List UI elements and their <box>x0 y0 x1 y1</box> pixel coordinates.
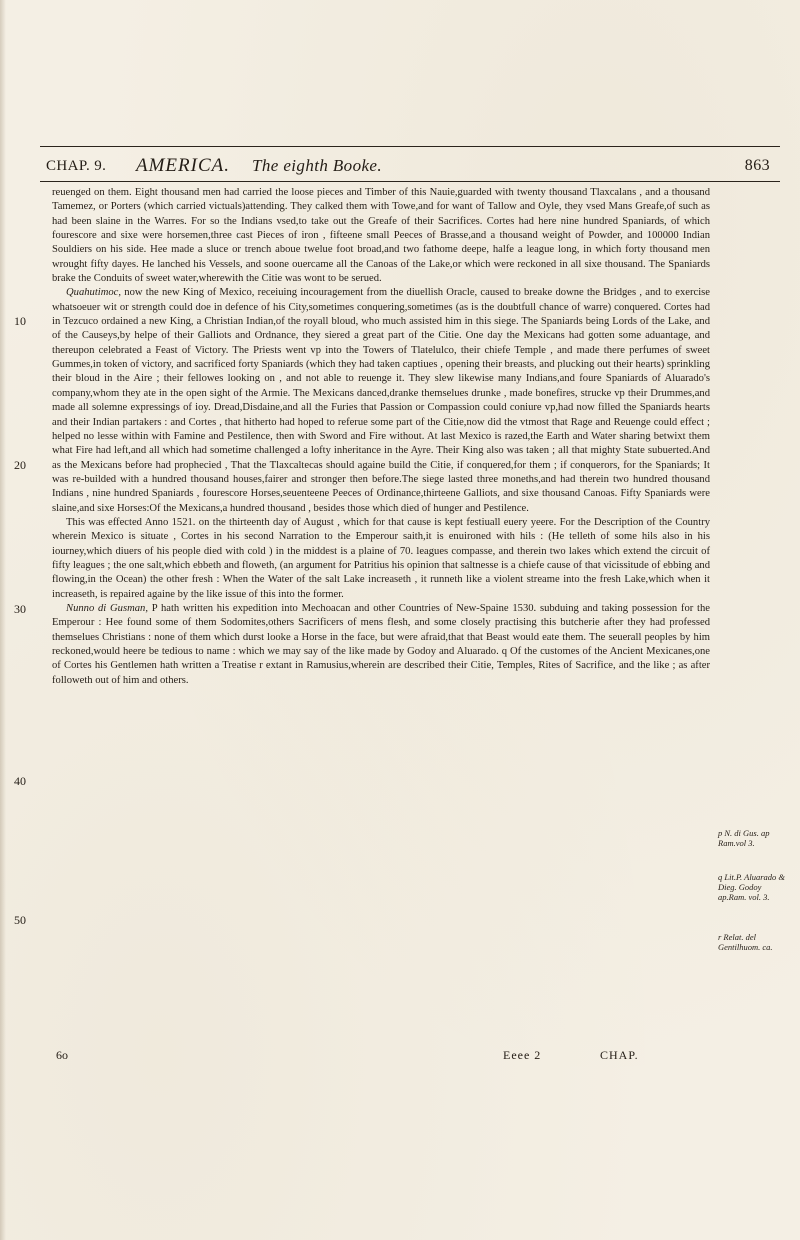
paragraph-2 <box>52 286 710 516</box>
paragraph-4 <box>52 602 710 688</box>
margin-note-p: p N. di Gus. ap Ram.vol 3. <box>718 828 770 848</box>
paragraph-3-text: This was effected Anno 1521. on the thirteenth day of August , which for that cause is kept festiuall euery yeere. For the Description of the Country wherein Mexico is situate , Cortes in his second Narration to the Emperour saith,it is enuironed with hils : (He telleth of some hils also in his iourney,which diuers of his people died with cold ) in the middest is a plaine of 70. leagues compasse, and therein two lakes which extend the circuit of fifty leagues ; the one salt,which ebbeth and floweth, (an argument for Patritius his opinion that saltnesse is a chiefe cause of that vicissitude of ebbing and flowing,in the Ocean) the other fresh : When the Water of the salt Lake increaseth , it runneth like a violent streame into the fresh Lake,which when it increaseth, is repaired againe by the like issue of this into the former. <box>52 516 710 600</box>
margin-note-r: r Relat. del Gentilhuom. ca. <box>718 932 773 952</box>
paragraph-3 <box>52 516 710 602</box>
book-label: The eighth Booke. <box>252 156 383 175</box>
signature-mark: Eeee 2 <box>503 1048 542 1062</box>
header-top-rule <box>40 146 780 147</box>
header-bottom-rule <box>40 181 780 182</box>
page-footer <box>40 1048 780 1068</box>
catchword: CHAP. <box>600 1048 639 1062</box>
line-number: 20 <box>14 458 26 472</box>
line-number: 10 <box>14 314 26 328</box>
line-number: 30 <box>14 602 26 616</box>
paragraph-4-lead: Nunno di Gusman, <box>66 602 148 614</box>
running-title: AMERICA. <box>136 155 231 176</box>
paragraph-4-text: P hath written his expedition into Mechoacan and other Countries of New-Spaine 1530. subduing and taking possession for the Emperour : Hee found some of them Sodomites,others Sacrificers of mens flesh, and some closely practising this butcherie after they had professed themselues Christians : none of them which durst looke a Horse in the face, but were afraid,that that Beast would eate them. The seuerall peoples by him reckoned,would heere be tedious to name : which we may say of the like made by Godoy and Aluarado. q Of the customes of the Ancient Mexicanes,one of Cortes his Gentlemen hath written a Treatise r extant in Ramusius,wherein are described their Citie, Temples, Rites of Sacrifice, and the like ; as after followeth out of him and others. <box>52 602 710 686</box>
footer-line-number: 6o <box>56 1048 68 1062</box>
paragraph-2-lead: Quahutimoc, <box>66 287 122 299</box>
paragraph-2-text: now the new King of Mexico, receiuing incouragement from the diuellish Oracle, caused to breake downe the Bridges , and to exercise whatsoeuer wit or strength could doe in defence of his City,sometimes conquering,sometimes (as is the doubtfull chance of warre) conquered. Cortes had in Tezcuco ordained a new King, a Christian Indian,of the royall bloud, who much assisted him in this siege. The Spaniards being Lords of the Lake, and of the Causeys,by helpe of their Galliots and Ordnance, they siered a great part of the Citie. One day the Mexicans had gotten some aduantage, and thereupon celebrated a Feast of Victory. The Priests went vp into the Towers of Tlatelulco, their chiefe Temple , and made there perfumes of sweet Gummes,in token of victory, and sacrificed forty Spaniards (which they had taken captiues , opening their breasts, and plucking out their hearts) sprinkling their bloud in the Aire ; their fellowes looking on , and not able to reuenge it. They slew likewise many Indians,and foure Spaniards of Aluarado's company,whom they ate in the open sight of the Armie. The Mexicans danced,dranke themselues drunke , made bonefires, strucke vp their Drummes,and made all solemne expressings of ioy. Dread,Disdaine,and all the Furies that Passion or Compassion could coniure vp,had now filled the Spaniards hearts and their Indian partakers : and Cortes , that hitherto had hoped to referue some part of the Citie,now did the vtmost that Rage and Reuenge could effect ; helped no lesse within with Famine and Pestilence, then with Sword and Fire without. At last Mexico is razed,the Earth and Water sharing betwixt them what Fire had left,and all which had sometime challenged a lofty inheritance in the Ayre. Their King also was taken ; all that mighty State subuerted.And as the Mexicans before had prophecied , That the Tlaxcaltecas should againe build the Citie, if conquered,for them ; if conquerors, for the Spaniards; It was re-builded with a hundred thousand houses,fairer and stronger then before.The siege lasted three moneths,and had therein two hundred thousand Indians , nine hundred Spaniards , fourescore Horses,seuenteene Peeces of Ordinance,thirteene Galliots, and sixe thousand Canoas. Fifty Spaniards were slaine,and sixe Horses:Of the Mexicans,a hundred thousand , besides those which died of hunger and Pestilence. <box>52 287 711 514</box>
line-number-column <box>14 186 44 1186</box>
line-number: 40 <box>14 774 26 788</box>
running-header <box>46 154 780 180</box>
page-number: 863 <box>744 157 770 174</box>
paragraph-1: reuenged on them. Eight thousand men had carried the loose pieces and Timber of this Nauie,guarded with twenty thousand Tlaxcalans , and a thousand Tamemez, or Porters (which carried victuals)attending. They calked them with Towe,and for want of Tallow and Oyle, they vsed Mans Greafe,of such as had been slaine in the Warres. For so the Indians vsed,to take out the Greafe of their Sacrifices. Cortes had here nine hundred Spaniards, of which fourescore and sixe were horsemen,three cast Pieces of iron , fifteene small Peeces of Brasse,and a thousand weight of Powder, and 100000 Indian Souldiers on his side. Hee made a sluce or trench aboue twelue foot broad,and two fathome deepe, halfe a league long, in which forty thousand men wrought fifty dayes. He lanched his Vessels, and soone ouercame all the Canoas of the Lake,or which were reckoned in all sixe thousand. The Spaniards brake the Conduits of sweet water,wherewith the Citie was wont to be serued. <box>52 187 710 285</box>
chapter-label: CHAP. 9. <box>46 158 107 174</box>
margin-note-q: q Lit.P. Aluarado & Dieg. Godoy ap.Ram. vol. 3. <box>718 872 785 902</box>
page-edge-shadow <box>0 0 6 1240</box>
line-number: 50 <box>14 913 26 927</box>
main-text <box>52 186 710 688</box>
